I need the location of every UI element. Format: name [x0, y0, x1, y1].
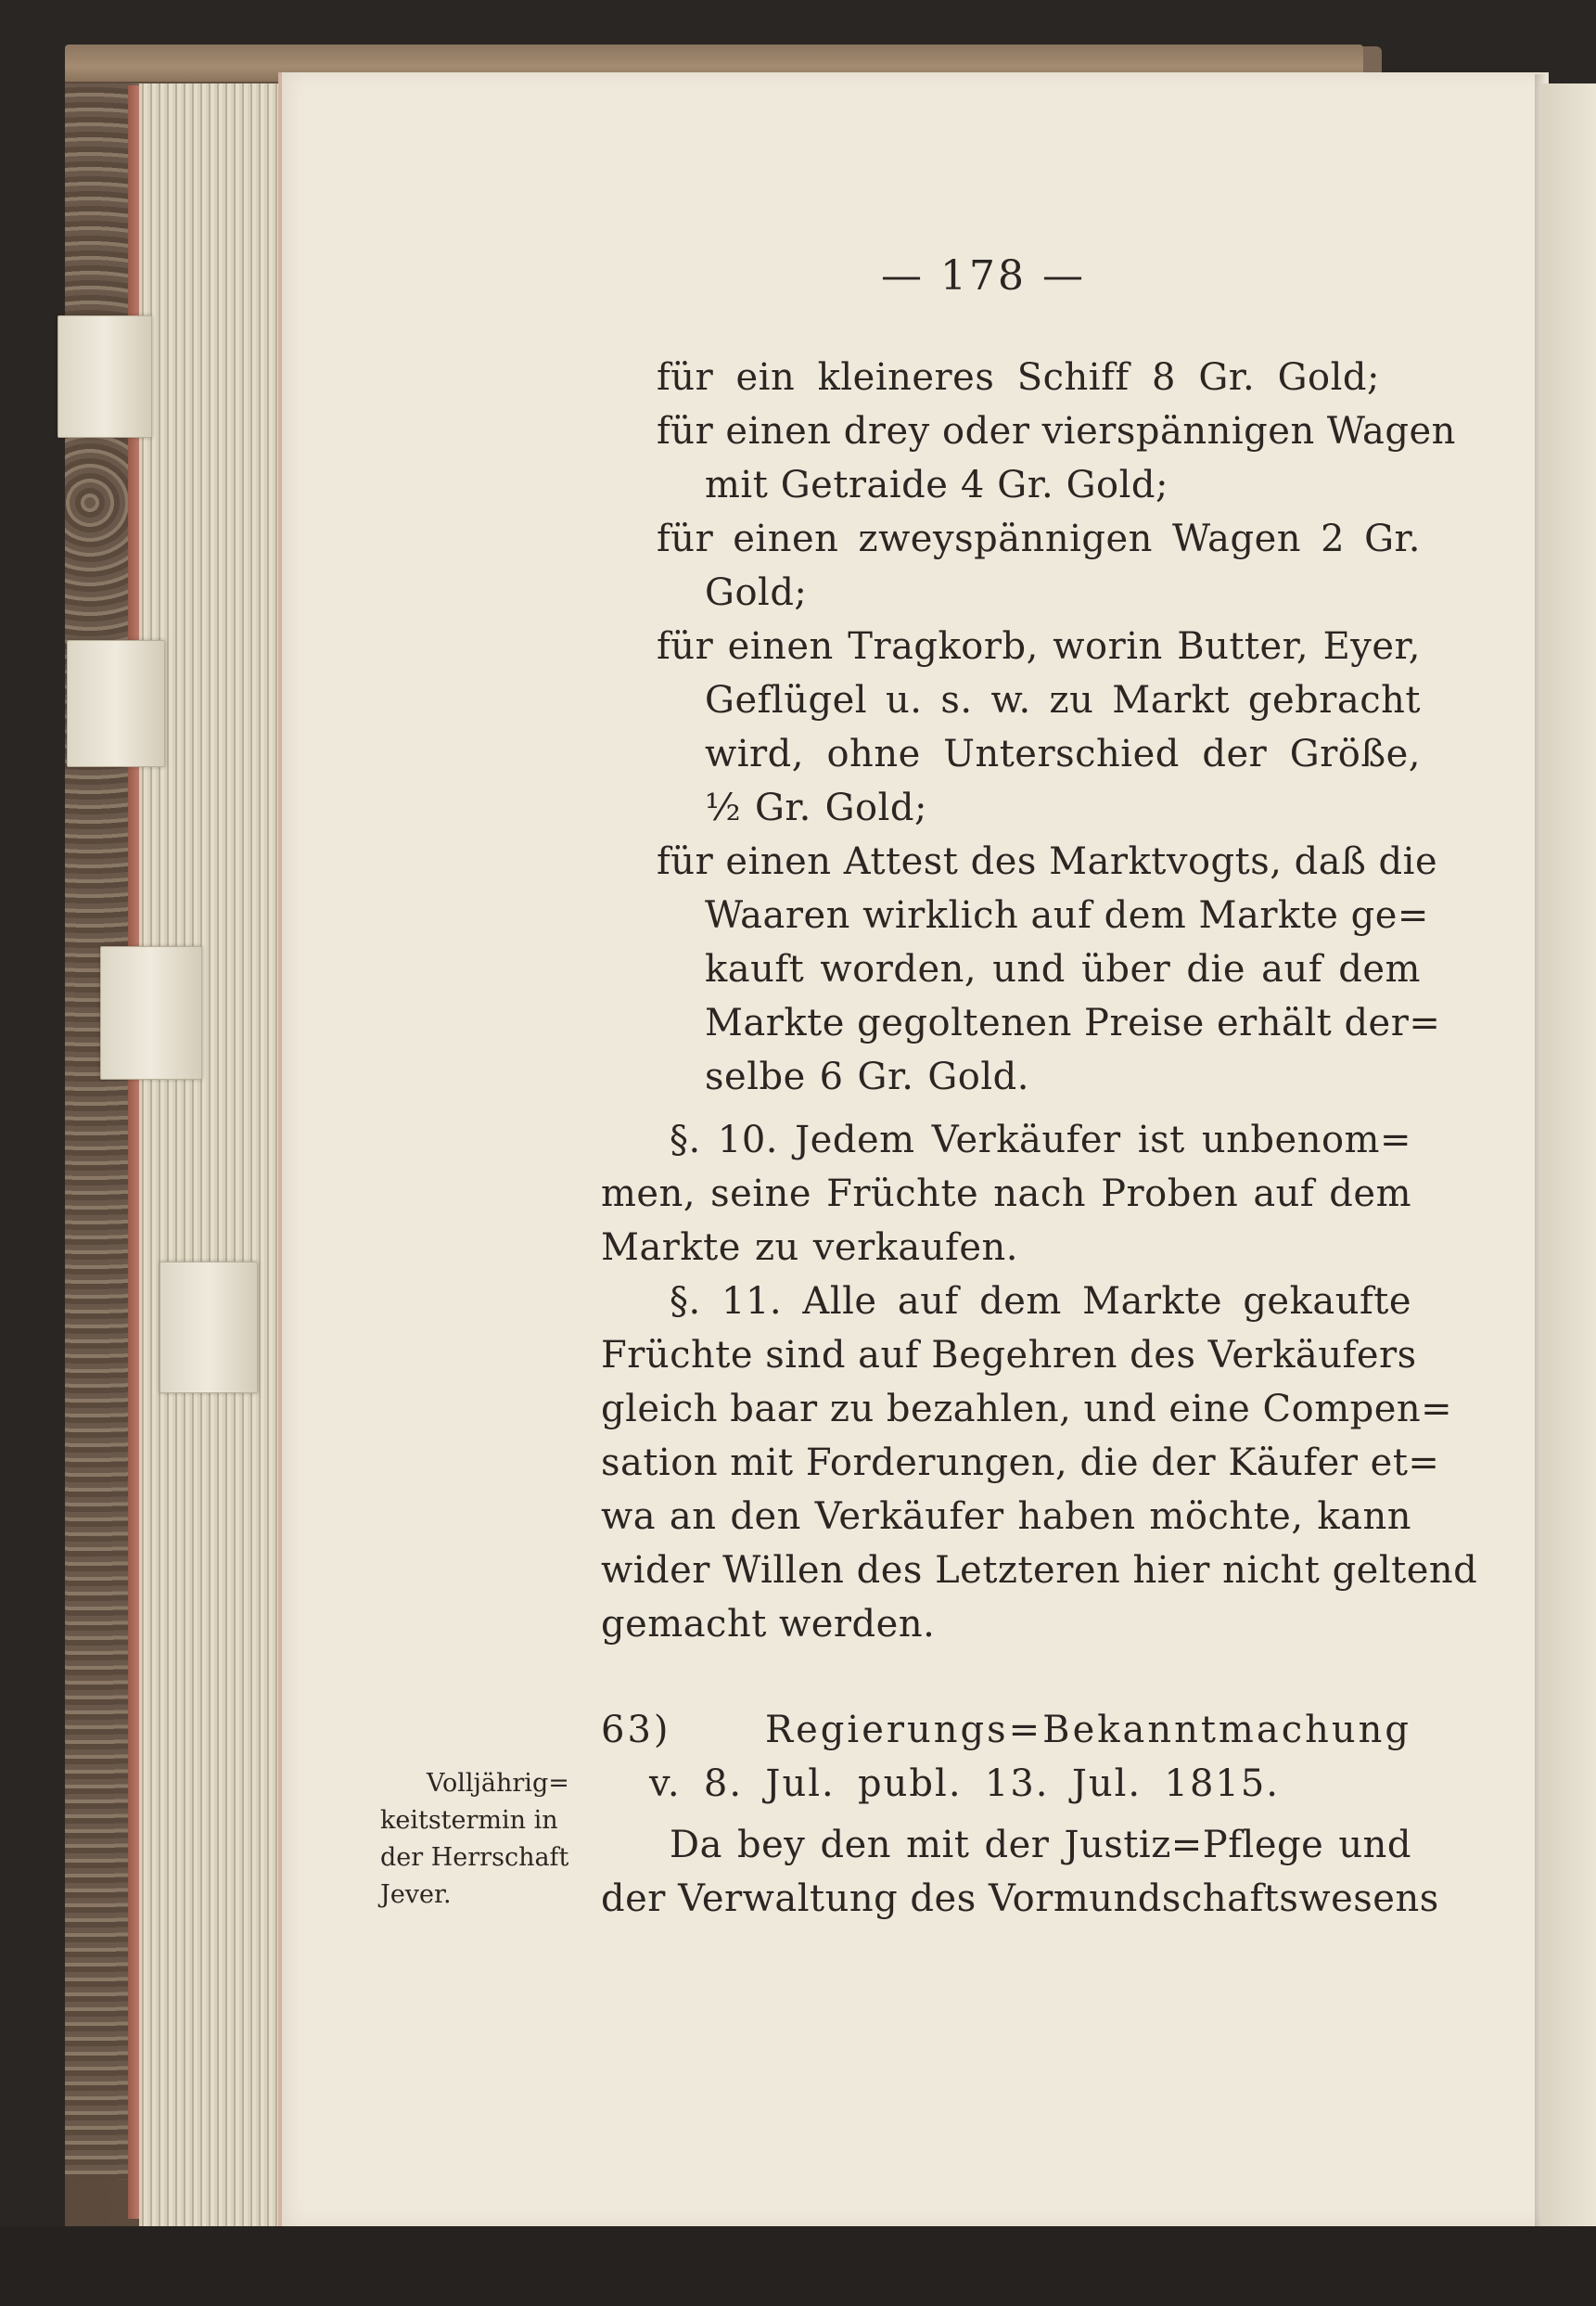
next-page-edge: [1541, 83, 1596, 2226]
section-heading: 63) Regierungs=Bekanntmachung: [601, 1709, 1411, 1751]
margin-note-line: der Herrschaft: [380, 1843, 569, 1872]
page-edges-stack: [139, 83, 287, 2226]
paragraph-start-line: Da bey den mit der Justiz=Pflege und: [670, 1824, 1411, 1866]
margin-note-line: Jever.: [380, 1880, 452, 1909]
text-line: Früchte sind auf Begehren des Verkäufers: [601, 1334, 1417, 1377]
text-line: für einen Tragkorb, worin Butter, Eyer,: [657, 625, 1421, 668]
paragraph-start-line: §. 10. Jedem Verkäufer ist unbenom=: [670, 1119, 1411, 1161]
text-line: für einen Attest des Marktvogts, daß die: [657, 840, 1438, 883]
text-line: für einen zweyspännigen Wagen 2 Gr.: [657, 518, 1421, 560]
text-line: men, seine Früchte nach Proben auf dem: [601, 1172, 1411, 1215]
paragraph-start-line: §. 11. Alle auf dem Markte gekaufte: [670, 1280, 1411, 1323]
text-line: Gold;: [705, 571, 808, 614]
text-line: wird, ohne Unterschied der Größe,: [705, 733, 1421, 775]
margin-note-line: keitstermin in: [380, 1806, 558, 1835]
text-line: gemacht werden.: [601, 1603, 936, 1646]
text-line: mit Getraide 4 Gr. Gold;: [705, 464, 1168, 506]
section-date-line: v. 8. Jul. publ. 13. Jul. 1815.: [649, 1762, 1280, 1805]
text-line: ½ Gr. Gold;: [705, 787, 927, 829]
text-line: kauft worden, und über die auf dem: [705, 948, 1421, 991]
text-line: Markte zu verkaufen.: [601, 1226, 1018, 1269]
page-tab-2: [67, 640, 165, 767]
text-line: selbe 6 Gr. Gold.: [705, 1056, 1029, 1098]
page-tab-3: [100, 946, 202, 1080]
page-gutter-line: [278, 72, 282, 2226]
text-line: Markte gegoltenen Preise erhält der=: [705, 1002, 1441, 1044]
background-bottom: [0, 2226, 1596, 2306]
page-tab-1: [57, 315, 152, 438]
page-number: — 178 —: [881, 252, 1086, 300]
text-line: Geflügel u. s. w. zu Markt gebracht: [705, 679, 1421, 722]
page-tab-4: [160, 1262, 258, 1393]
text-line: für ein kleineres Schiff 8 Gr. Gold;: [657, 356, 1380, 399]
text-line: Waaren wirklich auf dem Markte ge=: [705, 894, 1429, 937]
text-line: gleich baar zu bezahlen, und eine Compen=: [601, 1388, 1453, 1430]
text-line: sation mit Forderungen, die der Käufer et=: [601, 1441, 1440, 1484]
text-line: wa an den Verkäufer haben möchte, kann: [601, 1495, 1411, 1538]
text-line: der Verwaltung des Vormundschaftswesens: [601, 1877, 1439, 1920]
margin-note-line: Volljährig=: [427, 1769, 569, 1798]
text-line: für einen drey oder vierspännigen Wagen: [657, 410, 1456, 453]
text-line: wider Willen des Letzteren hier nicht geltend: [601, 1549, 1478, 1592]
